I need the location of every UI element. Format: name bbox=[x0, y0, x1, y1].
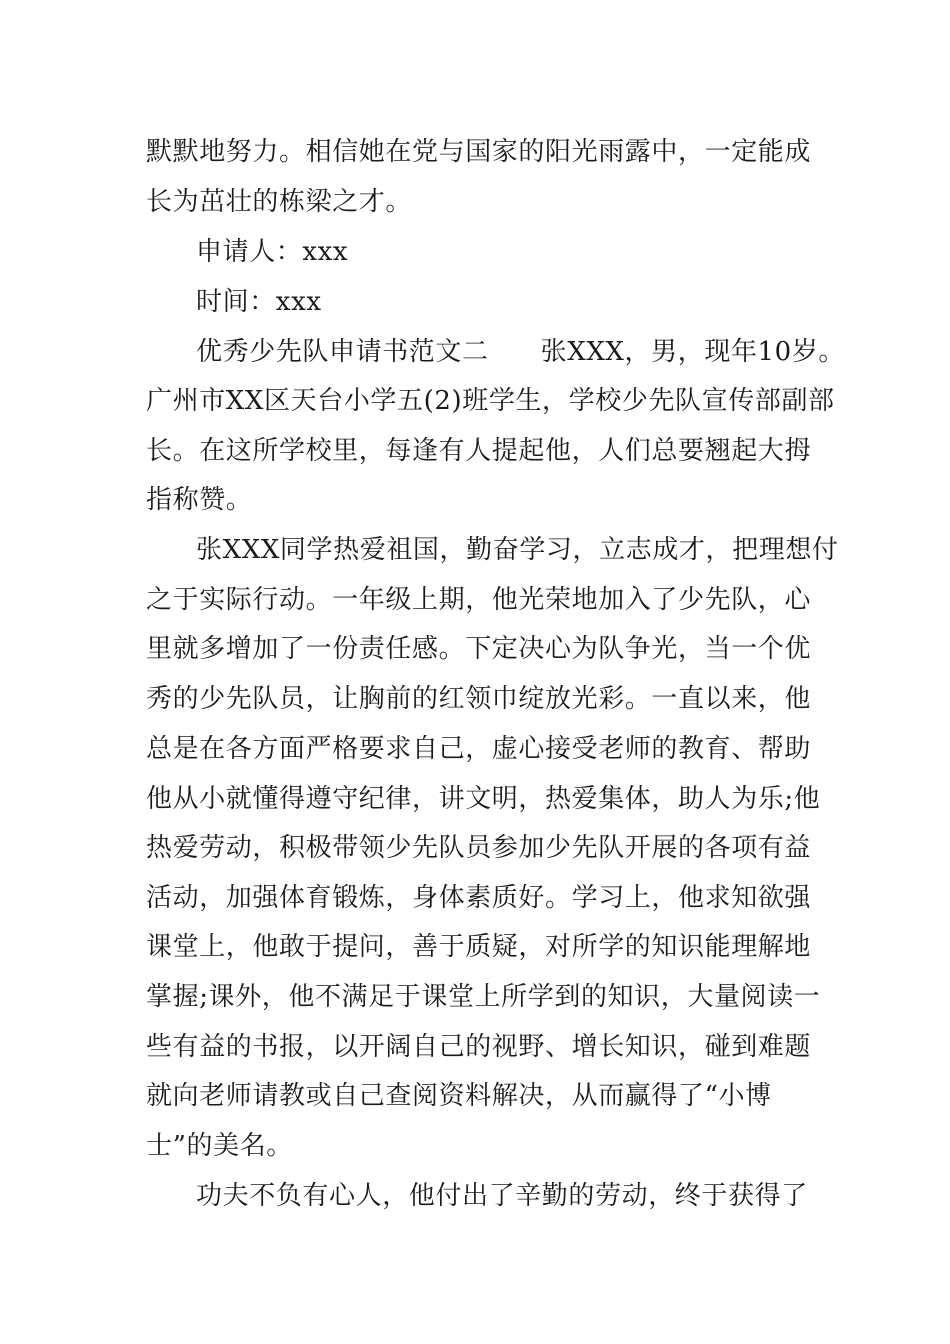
sample-heading-line bbox=[196, 337, 845, 367]
paragraph-line: 活动，加强体育锻炼，身体素质好。学习上，他求知欲强 bbox=[146, 883, 812, 913]
paragraph-line: 之于实际行动。一年级上期，他光荣地加入了少先队，心 bbox=[146, 585, 812, 615]
paragraph-line: 长。在这所学校里，每逢有人提起他，人们总要翘起大拇 bbox=[146, 436, 812, 466]
paragraph-line: 张XXX同学热爱祖国，勤奋学习，立志成才，把理想付 bbox=[196, 535, 839, 565]
paragraph-line: 秀的少先队员，让胸前的红领巾绽放光彩。一直以来，他 bbox=[146, 684, 812, 714]
applicant-line: 申请人：xxx bbox=[196, 237, 349, 267]
paragraph-line: 总是在各方面严格要求自己，虚心接受老师的教育、帮助 bbox=[146, 734, 812, 764]
sample-title: 优秀少先队申请书范文二 bbox=[196, 337, 489, 367]
paragraph-line: 默默地努力。相信她在党与国家的阳光雨露中，一定能成 bbox=[146, 137, 812, 167]
paragraph-line: 长为茁壮的栋梁之才。 bbox=[146, 187, 413, 217]
paragraph-line: 功夫不负有心人，他付出了辛勤的劳动，终于获得了 bbox=[196, 1181, 808, 1211]
date-line: 时间：xxx bbox=[196, 287, 322, 317]
paragraph-line: 掌握;课外，他不满足于课堂上所学到的知识，大量阅读一 bbox=[146, 982, 821, 1012]
paragraph-line: 士”的美名。 bbox=[146, 1131, 293, 1161]
paragraph-line: 热爱劳动，积极带领少先队员参加少先队开展的各项有益 bbox=[146, 833, 812, 863]
paragraph-line: 里就多增加了一份责任感。下定决心为队争光，当一个优 bbox=[146, 634, 812, 664]
paragraph-line: 指称赞。 bbox=[146, 485, 253, 515]
paragraph-line: 他从小就懂得遵守纪律，讲文明，热爱集体，助人为乐;他 bbox=[146, 784, 821, 814]
paragraph-line: 课堂上，他敢于提问，善于质疑，对所学的知识能理解地 bbox=[146, 932, 812, 962]
paragraph-line: 广州市XX区天台小学五(2)班学生，学校少先队宣传部副部 bbox=[146, 386, 835, 416]
paragraph-line: 就向老师请教或自己查阅资料解决，从而赢得了“小博 bbox=[146, 1081, 772, 1111]
paragraph-line: 些有益的书报，以开阔自己的视野、增长知识，碰到难题 bbox=[146, 1032, 812, 1062]
sample-intro: 张XXX，男，现年10岁。 bbox=[540, 337, 846, 367]
